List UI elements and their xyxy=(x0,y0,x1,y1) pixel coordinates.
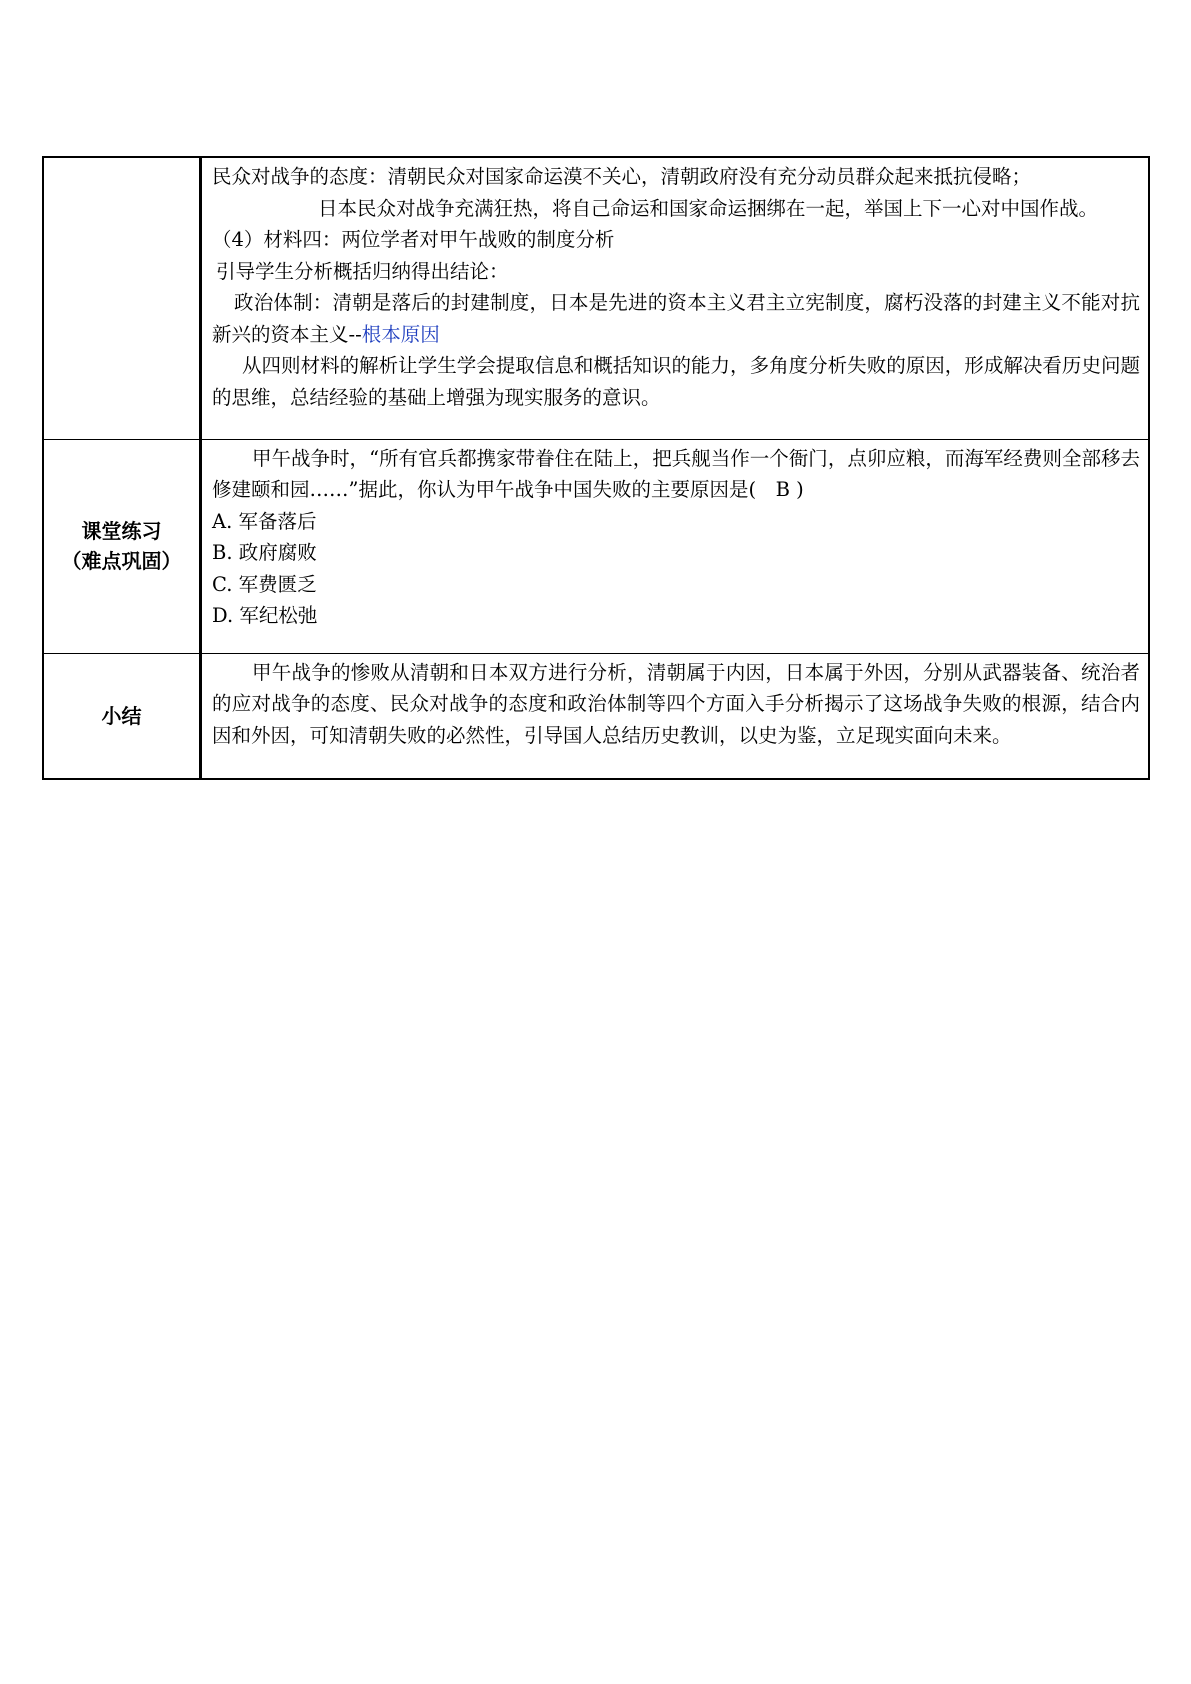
summary-analysis-paragraph: 从四则材料的解析让学生学会提取信息和概括知识的能力，多角度分析失败的原因，形成解决看历史问题的思维，总结经验的基础上增强为现实服务的意识。 xyxy=(212,354,1140,409)
political-system-text: 政治体制：清朝是落后的封建制度，日本是先进的资本主义君主立宪制度，腐朽没落的封建主义不能对抗新兴的资本主义-- xyxy=(212,291,1140,346)
root-cause-link-text: 根本原因 xyxy=(361,322,440,346)
exercise-question: 甲午战争时，“所有官兵都携家带眷住在陆上，把兵舰当作一个衙门，点卯应粮，而海军经费则全部移去修建颐和园……”据此，你认为甲午战争中国失败的主要原因是( B ) xyxy=(212,446,1140,501)
exercise-content-cell xyxy=(201,439,1150,653)
option-d: D. 军纪松弛 xyxy=(212,604,318,627)
exercise-label: 课堂练习 xyxy=(81,519,162,543)
exercise-label-cell xyxy=(43,439,201,653)
japan-attitude-paragraph: 日本民众对战争充满狂热，将自己命运和国家命运捆绑在一起，举国上下一心对中国作战。 xyxy=(318,196,1099,220)
summary-content-cell xyxy=(201,653,1150,779)
political-system-paragraph xyxy=(212,287,1140,350)
table-row-exercise xyxy=(43,439,1149,653)
guide-conclusion-line: 引导学生分析概括归纳得出结论： xyxy=(216,259,509,283)
summary-text: 甲午战争的惨败从清朝和日本双方进行分析，清朝属于内因，日本属于外因，分别从武器装备、统治者的应对战争的态度、民众对战争的态度和政治体制等四个方面入手分析揭示了这场战争失败的根源，结合内因和外因，可知清朝失败的必然性，引导国人总结历史教训，以史为鉴，立足现实面向未来。 xyxy=(212,660,1140,747)
row-label-empty xyxy=(43,157,201,439)
lesson-plan-table xyxy=(42,156,1150,780)
option-c: C. 军费匮乏 xyxy=(212,572,317,596)
exercise-sublabel: （难点巩固） xyxy=(61,549,182,573)
summary-label-cell xyxy=(43,653,201,779)
option-b: B. 政府腐败 xyxy=(212,541,317,564)
attitude-paragraph: 民众对战争的态度：清朝民众对国家命运漠不关心，清朝政府没有充分动员群众起来抵抗侵略； xyxy=(212,165,1032,188)
material-four-heading: （4）材料四：两位学者对甲午战败的制度分析 xyxy=(212,228,615,251)
analysis-content-cell xyxy=(201,157,1150,439)
option-a: A. 军备落后 xyxy=(212,509,317,533)
summary-label: 小结 xyxy=(101,703,142,728)
table-row-analysis xyxy=(43,157,1149,439)
table-row-summary xyxy=(43,653,1149,779)
